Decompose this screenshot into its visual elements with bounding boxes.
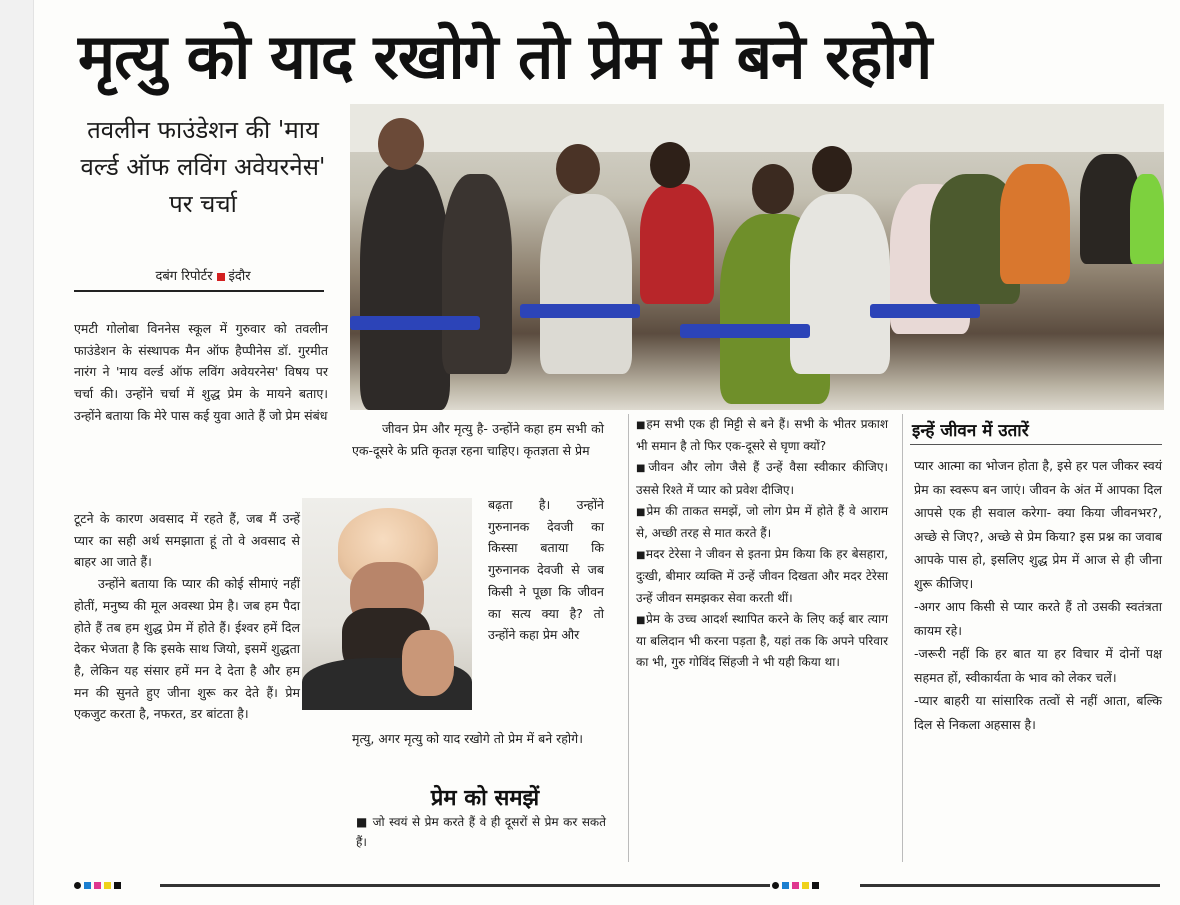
photo-person xyxy=(442,174,512,374)
portrait-hand xyxy=(402,630,454,696)
bullet-item: ■ मदर टेरेसा ने जीवन से इतना प्रेम किया कि हर बेसहारा, दुःखी, बीमार व्यक्ति में उन्हें जीवन दिखता और मदर टेरेसा उन्हें जीवन समझकर सेवा करती थीं। xyxy=(636,544,888,609)
sidebar-paragraph: प्यार आत्मा का भोजन होता है, इसे हर पल जीकर स्वयं प्रेम का स्वरूप बन जाएं। जीवन के अंत में आपका दिल आपसे एक ही सवाल करेगा- क्या किया जीवनभर?, अच्छे से जिए?, अच्छे से प्रेम किया? इस प्रश्न का जवाब आपके पास हो, इसलिए शुद्ध प्रेम में आज से ही जीना शुरू कीजिए। xyxy=(914,458,1162,591)
article-column-1-bottom xyxy=(74,508,300,725)
photo-person xyxy=(1130,174,1164,264)
color-swatch-yellow xyxy=(104,882,111,889)
byline-separator-square xyxy=(217,273,225,281)
footer-color-marks xyxy=(74,880,121,890)
color-swatch-black xyxy=(114,882,121,889)
photo-head xyxy=(752,164,794,214)
photo-person xyxy=(640,184,714,304)
photo-chair xyxy=(870,304,980,318)
color-swatch-black xyxy=(812,882,819,889)
sidebar-heading-rule xyxy=(910,444,1162,445)
photo-chair xyxy=(350,316,480,330)
registration-dot xyxy=(74,882,81,889)
byline-reporter: दबंग रिपोर्टर xyxy=(155,269,213,284)
photo-chair xyxy=(680,324,810,338)
bullet-text: ■ जो स्वयं से प्रेम करते हैं वे ही दूसरों से प्रेम कर सकते हैं। xyxy=(356,815,606,849)
photo-person xyxy=(790,194,890,374)
article-paragraph: बढ़ता है। उन्होंने गुरुनानक देवजी का किस्सा बताया कि गुरुनानक देवजी से जब किसी ने पूछा कि जीवन का सत्य क्या है? तो उन्होंने कहा प्रेम और xyxy=(488,497,604,643)
bullet-item: ■ प्रेम की ताकत समझें, जो लोग प्रेम में होते हैं वे आराम से, अच्छी तरह से मात करते हैं। xyxy=(636,501,888,544)
photo-wall xyxy=(350,104,1164,152)
article-column-1-top xyxy=(74,318,328,427)
color-swatch-yellow xyxy=(802,882,809,889)
footer-rule xyxy=(860,884,1160,887)
footer-color-marks xyxy=(772,880,819,890)
article-paragraph: एमटी गोलोबा विननेस स्कूल में गुरुवार को तवलीन फाउंडेशन के संस्थापक मैन ऑफ हैप्पीनेस डॉ. गुरमीत नारंग ने 'माय वर्ल्ड ऑफ लविंग अवेयरनेस' विषय पर चर्चा की। उन्होंने चर्चा में शुद्ध प्रेम के मायने बताए। उन्होंने बताया कि मेरे पास कई युवा आते हैं जो प्रेम संबंध xyxy=(74,321,328,423)
byline xyxy=(74,266,332,284)
color-swatch-magenta xyxy=(94,882,101,889)
sidebar-paragraph: -अगर आप किसी से प्यार करते हैं तो उसकी स्वतंत्रता कायम रहे। xyxy=(914,599,1162,638)
article-column-2-top xyxy=(352,418,604,461)
byline-rule xyxy=(74,290,324,292)
column-divider xyxy=(902,414,903,862)
sidebar-heading: इन्हें जीवन में उतारें xyxy=(912,421,1029,441)
article-subhead: तवलीन फाउंडेशन की 'माय वर्ल्ड ऑफ लविंग अवेयरनेस' पर चर्चा xyxy=(80,116,326,218)
article-column-3 xyxy=(636,414,888,673)
article-paragraph: जीवन प्रेम और मृत्यु है- उन्होंने कहा हम सभी को एक-दूसरे के प्रति कृतज्ञ रहना चाहिए। कृतज्ञता से प्रेम xyxy=(352,421,604,458)
article-paragraph: टूटने के कारण अवसाद में रहते हैं, जब मैं उन्हें प्यार का सही अर्थ समझाता हूं तो वे अवसाद से बाहर आ जाते हैं। xyxy=(74,511,300,570)
color-swatch-cyan xyxy=(782,882,789,889)
photo-head xyxy=(650,142,690,188)
viewer-left-margin xyxy=(0,0,34,905)
color-swatch-cyan xyxy=(84,882,91,889)
photo-chair xyxy=(520,304,640,318)
bullet-item: ■ जीवन और लोग जैसे हैं उन्हें वैसा स्वीकार कीजिए। उससे रिश्ते में प्यार को प्रवेश दीजिए। xyxy=(636,457,888,500)
column-divider xyxy=(628,414,629,862)
footer-rule xyxy=(160,884,770,887)
bullet-item: ■ हम सभी एक ही मिट्टी से बने हैं। सभी के भीतर प्रकाश भी समान है तो फिर एक-दूसरे से घृणा क्यों? xyxy=(636,414,888,457)
article-paragraph: मृत्यु, अगर मृत्यु को याद रखोगे तो प्रेम में बने रहोगे। xyxy=(352,731,583,746)
article-headline: मृत्यु को याद रखोगे तो प्रेम में बने रहोगे xyxy=(78,20,932,93)
photo-head xyxy=(378,118,424,170)
article-paragraph: उन्होंने बताया कि प्यार की कोई सीमाएं नहीं होतीं, मनुष्य की मूल अवस्था प्रेम है। जब हम पैदा होते हैं तब हम शुद्ध प्रेम में होते हैं। ईश्वर हमें दिल देकर भेजता है कि इसके साथ जियो, इसमें शुद्धता है, लेकिन यह संसार हमें मन दे देता है और हम मन की सुनते हुए जीना शुरू कर देते हैं। प्रेम एकजुट करता है, नफरत, डर बांटता है। xyxy=(74,576,300,722)
article-column-2-bottom xyxy=(352,728,604,750)
color-swatch-magenta xyxy=(792,882,799,889)
registration-dot xyxy=(772,882,779,889)
bullet-item: ■ प्रेम के उच्च आदर्श स्थापित करने के लिए कई बार त्याग या बलिदान भी करना पड़ता है, यहां तक कि अपने परिवार का भी, गुरु गोविंद सिंहजी ने भी यही किया था। xyxy=(636,609,888,674)
photo-head xyxy=(556,144,600,194)
photo-person xyxy=(540,194,632,374)
byline-city: इंदौर xyxy=(228,269,251,284)
article-column-2-mid xyxy=(488,494,604,646)
section-heading: प्रेम को समझें xyxy=(430,785,540,811)
sidebar-paragraph: -जरूरी नहीं कि हर बात या हर विचार में दोनों पक्ष सहमत हों, स्वीकार्यता के भाव को लेकर चलें। xyxy=(914,646,1162,685)
sidebar-paragraph: -प्यार बाहरी या सांसारिक तत्वों से नहीं आता, बल्कि दिल से निकला अहसास है। xyxy=(914,693,1162,732)
photo-person xyxy=(360,164,450,410)
photo-head xyxy=(812,146,852,192)
section-bullet xyxy=(356,812,606,852)
event-audience-photo xyxy=(350,104,1164,410)
photo-person xyxy=(1000,164,1070,284)
speaker-portrait-photo xyxy=(302,498,472,710)
article-column-4 xyxy=(914,454,1162,736)
